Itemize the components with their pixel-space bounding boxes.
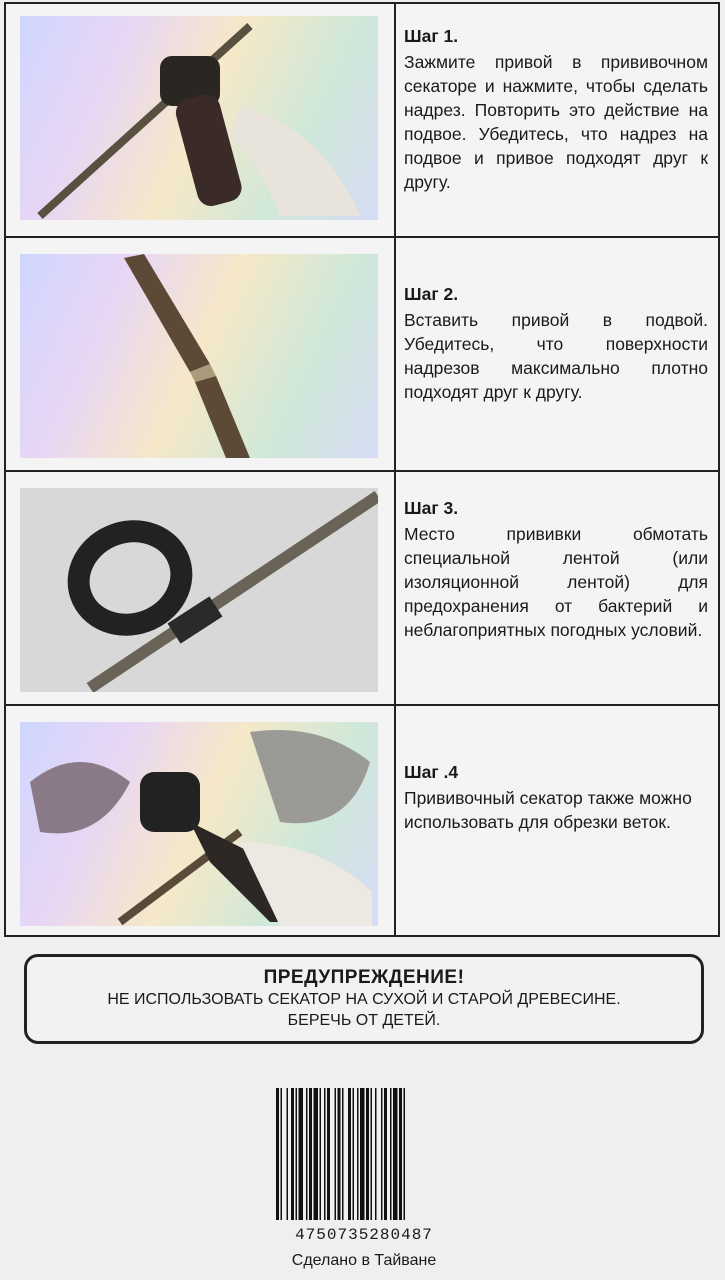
warning-line-1: НЕ ИСПОЛЬЗОВАТЬ СЕКАТОР НА СУХОЙ И СТАРОЙ ДРЕВЕСИНЕ. xyxy=(107,991,621,1008)
barcode-bars xyxy=(276,1088,452,1228)
step-3-photo xyxy=(20,488,378,692)
step-1-description: Зажмите привой в прививочном секаторе и нажмите, чтобы сделать надрез. Повторить это действие на подвое. Убедитесь, что надрез на подвое и привое подходят друг к другу. xyxy=(404,52,708,192)
warning-title: ПРЕДУПРЕЖДЕНИЕ! xyxy=(263,967,465,988)
step-1-text xyxy=(404,24,708,194)
barcode-number: 4750735280487 xyxy=(295,1226,433,1244)
warning-line-2: БЕРЕЧЬ ОТ ДЕТЕЙ. xyxy=(287,1012,441,1029)
made-in-label: Сделано в Тайване xyxy=(291,1252,437,1269)
step-1-title: Шаг 1. xyxy=(404,26,459,46)
step-2-photo xyxy=(20,254,378,458)
step-4-description: Прививочный секатор также можно использовать для обрезки веток. xyxy=(404,788,692,832)
step-4-text xyxy=(404,760,708,834)
warning-box xyxy=(24,954,704,1044)
shears-cutting-image xyxy=(20,16,378,220)
step-2-description: Вставить привой в подвой. Убедитесь, что поверхности надрезов максимально плотно подходят друг к другу. xyxy=(404,310,708,402)
tape-wrap-image xyxy=(20,488,378,692)
barcode xyxy=(264,1088,464,1246)
step-row-3 xyxy=(6,472,718,706)
step-row-4 xyxy=(6,706,718,939)
step-4-title: Шаг .4 xyxy=(404,762,459,782)
step-1-photo xyxy=(20,16,378,220)
step-3-text xyxy=(404,496,708,642)
graft-joined-image xyxy=(20,254,378,458)
step-row-1 xyxy=(6,4,718,238)
step-2-title: Шаг 2. xyxy=(404,284,459,304)
step-row-2 xyxy=(6,238,718,472)
shears-pruning-image xyxy=(20,722,378,926)
step-4-photo xyxy=(20,722,378,926)
instruction-table xyxy=(4,2,720,937)
step-2-text xyxy=(404,282,708,404)
step-3-description: Место прививки обмотать специальной лентой (или изоляционной лентой) для предохранения от бактерий и неблагоприятных погодных условий. xyxy=(404,524,708,640)
step-3-title: Шаг 3. xyxy=(404,498,459,518)
